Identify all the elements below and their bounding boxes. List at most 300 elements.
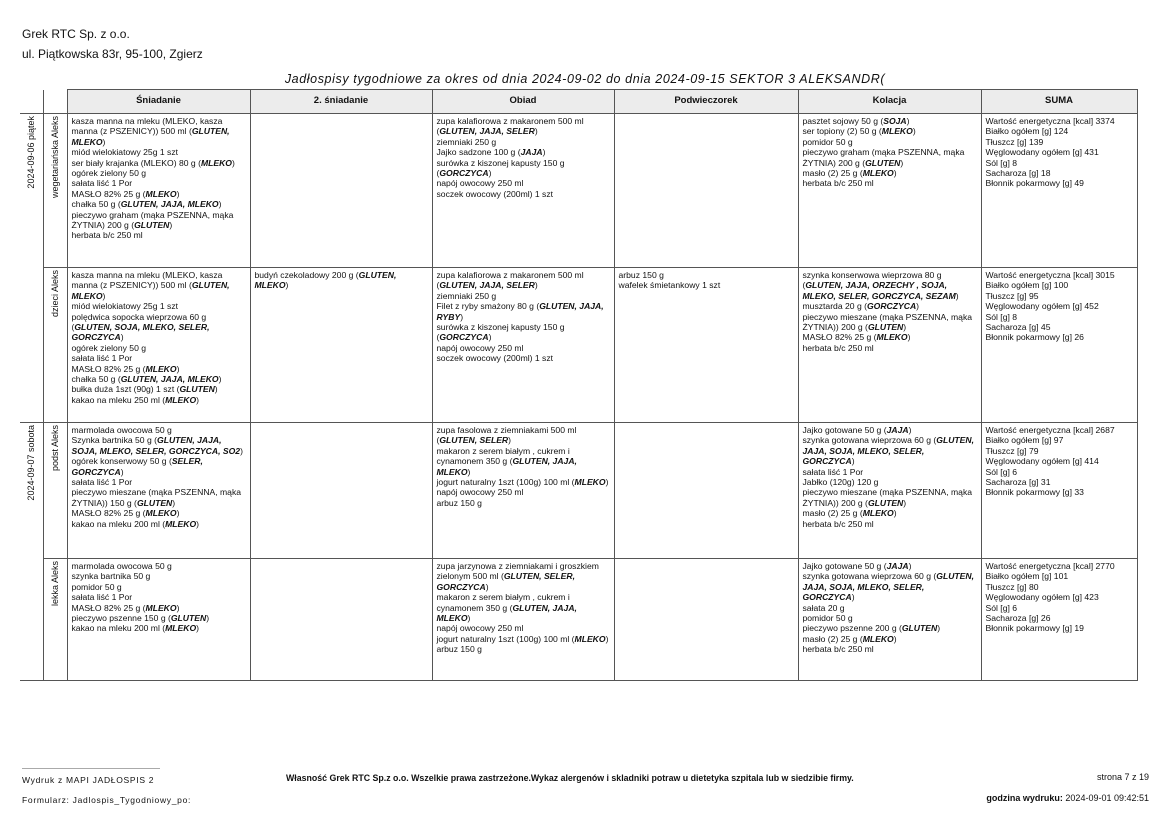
item-text: ser biały krajanka (MLEKO) 80 g (: [71, 157, 201, 168]
menu-item: [72, 270, 246, 301]
menu-item: [437, 498, 610, 508]
print-time-label: godzina wydruku:: [986, 793, 1063, 803]
menu-item: [437, 623, 610, 633]
item-text: MASŁO 82% 25 g (: [71, 363, 146, 374]
item-text: pomidor 50 g: [71, 581, 122, 592]
item-text: MASŁO 82% 25 g (: [802, 332, 877, 343]
item-text: kakao na mleku 200 ml (: [71, 623, 166, 634]
cell-kolacja: [798, 423, 981, 559]
item-text: Węglowodany ogółem [g] 423: [985, 592, 1099, 603]
nutrition-line: [986, 322, 1133, 332]
menu-item: [803, 301, 977, 311]
cell-obiad: [432, 559, 614, 681]
nutrition-line: [986, 571, 1133, 581]
column-header-obiad: Obiad: [432, 90, 614, 114]
menu-item: [803, 270, 977, 301]
item-text: sałata liść 1 Por: [802, 466, 864, 477]
item-text: ): [176, 508, 180, 519]
nutrition-line: [986, 126, 1133, 136]
printout-source: Wydruk z MAPI JADŁOSPIS 2: [22, 775, 155, 785]
item-text: ): [120, 332, 124, 343]
nutrition-line: [986, 270, 1133, 280]
menu-item: [72, 116, 246, 147]
item-text: Wartość energetyczna [kcal] 3374: [985, 116, 1115, 126]
allergen-list: MLEKO: [145, 363, 177, 374]
item-text: ): [955, 290, 959, 301]
item-text: ): [172, 497, 176, 508]
item-text: Białko ogółem [g] 101: [985, 571, 1069, 582]
menu-item: [803, 644, 977, 654]
item-text: soczek owocowy (200ml) 1 szt: [436, 353, 554, 364]
nutrition-line: [986, 561, 1133, 571]
item-text: ): [605, 633, 609, 644]
cell-podwieczorek: [614, 423, 798, 559]
meal-plan-table: [20, 89, 1138, 681]
menu-item: [803, 571, 977, 602]
cell-kolacja: [798, 114, 981, 268]
nutrition-line: [986, 487, 1133, 497]
menu-item: [803, 137, 977, 147]
item-text: herbata b/c 250 ml: [802, 644, 874, 655]
item-text: arbuz 150 g: [436, 497, 482, 508]
nutrition-line: [986, 291, 1133, 301]
item-text: ): [467, 613, 471, 624]
cell-suma: [981, 268, 1137, 423]
allergen-list: MLEKO: [876, 332, 908, 343]
item-text: pieczywo mieszane (mąka PSZENNA, mąka ŻYTNIA)) 200 g (: [802, 311, 973, 333]
item-text: MASŁO 82% 25 g (: [71, 602, 146, 613]
cell-kolacja: [798, 268, 981, 423]
item-text: ): [605, 477, 609, 488]
menu-item: [72, 189, 246, 199]
allergen-list: GLUTEN: [865, 157, 901, 168]
allergen-list: GLUTEN, JAJA, SOJA, MLEKO, SELER, GORCZYCA: [802, 571, 974, 603]
allergen-list: GLUTEN, JAJA, MLEKO: [120, 199, 219, 210]
menu-item: [437, 425, 610, 446]
corner-cell: [43, 90, 67, 114]
nutrition-line: [986, 613, 1133, 623]
nutrition-line: [986, 147, 1133, 157]
menu-row: [20, 423, 1137, 559]
item-text: bułka duża 1szt (90g) 1 szt (: [71, 384, 180, 395]
menu-item: [72, 312, 246, 343]
menu-item: [72, 571, 246, 581]
item-text: Jabłko (120g) 120 g: [802, 477, 879, 488]
cell-sniadanie: [67, 559, 250, 681]
cell-podwieczorek: [614, 268, 798, 423]
item-text: Białko ogółem [g] 100: [985, 280, 1069, 291]
header-row: [20, 90, 1137, 114]
item-text: Białko ogółem [g] 124: [985, 126, 1069, 137]
nutrition-line: [986, 425, 1133, 435]
item-text: Jajko gotowane 50 g (: [802, 425, 887, 435]
item-text: pieczywo graham (mąka PSZENNA, mąka ŻYTNIA) 200 g (: [802, 147, 965, 168]
nutrition-line: [986, 446, 1133, 456]
menu-item: [72, 561, 246, 571]
menu-item: [437, 270, 610, 291]
nutrition-line: [986, 623, 1133, 633]
column-header-podwieczorek: Podwieczorek: [614, 90, 798, 114]
menu-item: [803, 168, 977, 178]
item-text: Jajko gotowane 50 g (: [802, 561, 887, 571]
menu-item: [72, 395, 246, 405]
item-text: ): [912, 126, 916, 137]
allergen-list: GLUTEN, JAJA, MLEKO: [436, 602, 577, 624]
item-text: ): [893, 508, 897, 519]
item-text: wafelek śmietankowy 1 szt: [618, 280, 721, 291]
item-text: ): [240, 445, 243, 456]
item-text: ): [900, 157, 904, 168]
diet-cell: [43, 423, 67, 559]
item-text: ): [120, 466, 124, 477]
item-text: Błonnik pokarmowy [g] 19: [985, 623, 1084, 634]
item-text: Sól [g] 8: [985, 311, 1018, 322]
item-text: Tłuszcz [g] 139: [985, 136, 1044, 147]
corner-cell: [20, 90, 43, 114]
menu-item: [72, 435, 246, 456]
item-text: sałata liść 1 Por: [71, 592, 133, 603]
menu-item: [437, 116, 610, 137]
menu-item: [255, 270, 428, 291]
item-text: zupa jarzynowa z ziemniakami i groszkiem zielonym 500 ml (: [436, 561, 599, 582]
item-text: herbata b/c 250 ml: [802, 342, 874, 353]
nutrition-line: [986, 312, 1133, 322]
allergen-list: JAJA: [886, 561, 909, 571]
item-text: napój owocowy 250 ml: [436, 623, 524, 634]
allergen-list: MLEKO: [165, 623, 197, 634]
item-text: ): [102, 136, 106, 147]
allergen-list: GLUTEN: [136, 497, 173, 508]
item-text: zupa fasolowa z ziemniakami 500 ml (: [436, 425, 577, 446]
menu-item: [72, 582, 246, 592]
menu-item: [437, 137, 610, 147]
menu-item: [437, 291, 610, 301]
allergen-list: GORCZYCA: [439, 332, 489, 343]
item-text: Sól [g] 8: [985, 157, 1018, 168]
cell-2-sniadanie: [250, 559, 432, 681]
item-text: surówka z kiszonej kapusty 150 g (: [436, 322, 565, 343]
item-text: ): [893, 633, 897, 644]
item-text: zupa kalafiorowa z makaronem 500 ml (: [436, 116, 584, 137]
item-text: pomidor 50 g: [802, 136, 853, 147]
item-text: makaron z serem białym , cukrem i cynamonem 350 g (: [436, 592, 570, 613]
item-text: soczek owocowy (200ml) 1 szt: [436, 188, 554, 199]
menu-item: [72, 374, 246, 384]
menu-item: [72, 425, 246, 435]
item-text: ): [488, 332, 492, 343]
item-text: MASŁO 82% 25 g (: [71, 508, 146, 519]
item-text: pieczywo mieszane (mąka PSZENNA, mąka ŻYTNIA)) 200 g (: [802, 487, 973, 508]
menu-item: [437, 561, 610, 592]
item-text: surówka z kiszonej kapusty 150 g (: [436, 157, 565, 179]
item-text: ): [908, 561, 912, 571]
item-text: Sacharoza [g] 18: [985, 168, 1051, 179]
allergen-list: SELER, GORCZYCA: [71, 456, 203, 477]
allergen-list: MLEKO: [574, 477, 606, 488]
column-header-2-sniadanie: 2. śniadanie: [250, 90, 432, 114]
menu-item: [803, 332, 977, 342]
item-text: ): [285, 280, 289, 291]
menu-item: [619, 270, 794, 280]
allergen-list: GLUTEN, JAJA, SOJA, MLEKO, SELER, GORCZYCA, SO2: [71, 435, 241, 456]
nutrition-line: [986, 477, 1133, 487]
item-text: pieczywo pszenne 150 g (: [71, 613, 171, 624]
cell-2-sniadanie: [250, 114, 432, 268]
day-date: 2024-09-07 sobota: [26, 425, 37, 501]
allergen-list: GLUTEN, JAJA, SELER: [439, 280, 535, 291]
allergen-list: JAJA: [520, 147, 543, 158]
item-text: kasza manna na mleku (MLEKO, kasza manna (z PSZENICY)) 500 ml (: [71, 270, 223, 291]
allergen-list: MLEKO: [862, 508, 894, 519]
item-text: Białko ogółem [g] 97: [985, 435, 1064, 446]
cell-obiad: [432, 423, 614, 559]
nutrition-line: [986, 158, 1133, 168]
item-text: masło (2) 25 g (: [802, 633, 863, 644]
cell-obiad: [432, 114, 614, 268]
footer-printout-info: [22, 770, 191, 810]
item-text: ): [893, 168, 897, 179]
item-text: jogurt naturalny 1szt (100g) 100 ml (: [436, 477, 575, 488]
allergen-list: MLEKO: [574, 633, 606, 644]
menu-item: [803, 147, 977, 168]
allergen-list: GLUTEN, JAJA, SOJA, MLEKO, SELER, GORCZYCA: [802, 435, 974, 467]
item-text: herbata b/c 250 ml: [71, 230, 143, 241]
allergen-list: GLUTEN, JAJA, ORZECHY , SOJA, MLEKO, SELER, GORCZYCA, SEZAM: [802, 280, 956, 301]
menu-item: [803, 613, 977, 623]
item-text: Jajko sadzone 100 g (: [436, 147, 521, 158]
menu-item: [72, 343, 246, 353]
nutrition-line: [986, 467, 1133, 477]
company-info: [22, 24, 203, 64]
item-text: Węglowodany ogółem [g] 452: [985, 301, 1099, 312]
item-text: ): [218, 374, 222, 385]
item-text: ser topiony (2) 50 g (: [802, 126, 882, 137]
allergen-list: MLEKO: [200, 157, 232, 168]
menu-item: [437, 487, 610, 497]
column-header-kolacja: Kolacja: [798, 90, 981, 114]
document-title: Jadłospisy tygodniowe za okres od dnia 2024-09-02 do dnia 2024-09-15 SEKTOR 3 ALEKSANDR(: [284, 72, 886, 86]
item-text: pasztet sojowy 50 g (: [802, 116, 884, 126]
item-text: herbata b/c 250 ml: [802, 518, 874, 529]
cell-obiad: [432, 268, 614, 423]
item-text: makaron z serem białym , cukrem i cynamonem 350 g (: [436, 445, 570, 467]
item-text: ): [176, 188, 180, 199]
item-text: polędwica sopocka wieprzowa 60 g (: [71, 311, 207, 333]
item-text: szynka bartnika 50 g: [71, 571, 151, 582]
item-text: Tłuszcz [g] 95: [985, 290, 1039, 301]
cell-sniadanie: [67, 114, 250, 268]
menu-item: [437, 634, 610, 644]
allergen-list: GLUTEN: [179, 384, 215, 395]
cell-podwieczorek: [614, 114, 798, 268]
item-text: Węglowodany ogółem [g] 431: [985, 147, 1099, 158]
menu-item: [803, 435, 977, 466]
diet-name: lekka Aleks: [49, 561, 60, 607]
nutrition-line: [986, 603, 1133, 613]
menu-item: [803, 467, 977, 477]
menu-item: [437, 189, 610, 199]
menu-item: [72, 230, 246, 240]
item-text: ): [196, 623, 200, 634]
menu-item: [72, 508, 246, 518]
item-text: Sacharoza [g] 31: [985, 477, 1051, 488]
menu-row: [20, 559, 1137, 681]
menu-item: [72, 623, 246, 633]
allergen-list: GLUTEN, JAJA, SELER: [439, 126, 535, 137]
cell-suma: [981, 423, 1137, 559]
allergen-list: GLUTEN, JAJA, RYBY: [436, 301, 604, 322]
menu-item: [72, 519, 246, 529]
menu-item: [437, 477, 610, 487]
item-text: ): [903, 322, 907, 333]
allergen-list: MLEKO: [165, 394, 197, 405]
item-text: ): [176, 602, 180, 613]
item-text: pomidor 50 g: [802, 613, 853, 624]
item-text: ): [851, 592, 855, 603]
item-text: ): [534, 280, 538, 291]
item-text: ogórek zielony 50 g: [71, 342, 147, 353]
item-text: Błonnik pokarmowy [g] 33: [985, 487, 1084, 498]
item-text: ): [169, 220, 173, 231]
menu-item: [437, 592, 610, 623]
item-text: ): [937, 623, 941, 634]
item-text: ): [196, 518, 200, 529]
item-text: ): [534, 126, 538, 137]
menu-item: [619, 280, 794, 290]
allergen-list: MLEKO: [881, 126, 913, 137]
item-text: Sacharoza [g] 45: [985, 322, 1051, 333]
cell-2-sniadanie: [250, 423, 432, 559]
item-text: ): [508, 435, 512, 446]
ownership-note: Własność Grek RTC Sp.z o.o. Wszelkie prawa zastrzeżone.Wykaz alergenów i skladniki potraw u dietetyka szpitala lub w siedzibie firmy.: [286, 773, 854, 783]
footer-rule: [22, 768, 160, 769]
item-text: marmolada owocowa 50 g: [71, 561, 172, 571]
menu-row: [20, 268, 1137, 423]
allergen-list: MLEKO: [165, 518, 197, 529]
item-text: MASŁO 82% 25 g (: [71, 188, 146, 199]
menu-item: [803, 477, 977, 487]
item-text: miód wielokiatowy 25g 1 szt: [71, 301, 179, 312]
item-text: Sól [g] 6: [985, 466, 1018, 477]
menu-item: [437, 147, 610, 157]
item-text: ): [231, 157, 235, 168]
item-text: Filet z ryby smażony 80 g (: [436, 301, 540, 312]
print-time-value: 2024-09-01 09:42:51: [1065, 793, 1149, 803]
item-text: sałata 20 g: [802, 602, 845, 613]
menu-item: [72, 456, 246, 477]
item-text: ogórek konserwowy 50 g (: [71, 456, 172, 467]
item-text: pieczywo pszenne 200 g (: [802, 623, 902, 634]
item-text: Tłuszcz [g] 79: [985, 445, 1039, 456]
menu-item: [72, 199, 246, 209]
menu-item: [803, 178, 977, 188]
menu-item: [803, 561, 977, 571]
allergen-list: MLEKO: [145, 188, 177, 199]
item-text: kasza manna na mleku (MLEKO, kasza manna (z PSZENICY)) 500 ml (: [71, 116, 223, 137]
menu-item: [803, 508, 977, 518]
item-text: Błonnik pokarmowy [g] 49: [985, 178, 1084, 189]
menu-item: [437, 158, 610, 179]
item-text: ): [460, 311, 464, 322]
item-text: ): [488, 168, 492, 179]
allergen-list: GLUTEN, SOJA, MLEKO, SELER, GORCZYCA: [71, 322, 210, 343]
allergen-list: MLEKO: [145, 602, 177, 613]
item-text: kakao na mleku 250 ml (: [71, 394, 166, 405]
menu-item: [72, 210, 246, 231]
item-text: ): [467, 466, 471, 477]
item-text: ogórek zielony 50 g: [71, 168, 147, 179]
allergen-list: MLEKO: [862, 168, 894, 179]
menu-item: [72, 168, 246, 178]
form-name: Formularz: Jadlospis_Tygodniowy_po:: [22, 795, 192, 805]
menu-item: [803, 126, 977, 136]
item-text: ): [907, 332, 911, 343]
day-date-cell: [20, 423, 43, 681]
menu-item: [803, 603, 977, 613]
item-text: budyń czekoladowy 200 g (: [254, 270, 359, 280]
diet-cell: [43, 268, 67, 423]
menu-item: [437, 322, 610, 343]
item-text: pieczywo mieszane (mąka PSZENNA, mąka ŻYTNIA)) 150 g (: [71, 487, 242, 508]
menu-item: [803, 487, 977, 508]
item-text: Wartość energetyczna [kcal] 2770: [985, 561, 1115, 571]
menu-item: [72, 487, 246, 508]
nutrition-line: [986, 178, 1133, 188]
company-name: Grek RTC Sp. z o.o.: [22, 27, 130, 41]
allergen-list: GLUTEN, MLEKO: [71, 280, 230, 301]
item-text: napój owocowy 250 ml: [436, 178, 524, 189]
item-text: szynka konserwowa wieprzowa 80 g (: [802, 270, 942, 291]
item-text: ): [851, 456, 855, 467]
nutrition-line: [986, 435, 1133, 445]
item-text: Szynka bartnika 50 g (: [71, 435, 158, 446]
menu-item: [72, 384, 246, 394]
allergen-list: GORCZYCA: [866, 301, 917, 312]
cell-sniadanie: [67, 268, 250, 423]
item-text: ): [542, 147, 546, 158]
allergen-list: GLUTEN, MLEKO: [254, 270, 397, 291]
day-date-cell: [20, 114, 43, 423]
menu-item: [72, 178, 246, 188]
item-text: ): [218, 199, 222, 210]
diet-name: podst Aleks: [49, 425, 60, 472]
allergen-list: GLUTEN: [867, 497, 904, 508]
item-text: ): [206, 613, 210, 624]
menu-item: [803, 425, 977, 435]
item-text: chałka 50 g (: [71, 374, 121, 385]
item-text: Sól [g] 6: [985, 602, 1018, 613]
item-text: marmolada owocowa 50 g: [71, 425, 172, 435]
cell-suma: [981, 114, 1137, 268]
menu-item: [803, 519, 977, 529]
column-header-suma: SUMA: [981, 90, 1137, 114]
menu-item: [72, 147, 246, 157]
item-text: pieczywo graham (mąka PSZENNA, mąka ŻYTNIA) 200 g (: [71, 209, 234, 231]
menu-item: [803, 312, 977, 333]
menu-item: [803, 634, 977, 644]
item-text: zupa kalafiorowa z makaronem 500 ml (: [436, 270, 584, 291]
menu-row: [20, 114, 1137, 268]
item-text: chałka 50 g (: [71, 199, 121, 210]
item-text: szynka gotowana wieprzowa 60 g (: [802, 435, 937, 446]
allergen-list: JAJA: [886, 425, 909, 435]
item-text: ): [485, 581, 489, 592]
menu-item: [437, 301, 610, 322]
menu-item: [437, 353, 610, 363]
nutrition-line: [986, 137, 1133, 147]
item-text: ): [102, 290, 106, 301]
item-text: jogurt naturalny 1szt (100g) 100 ml (: [436, 633, 575, 644]
